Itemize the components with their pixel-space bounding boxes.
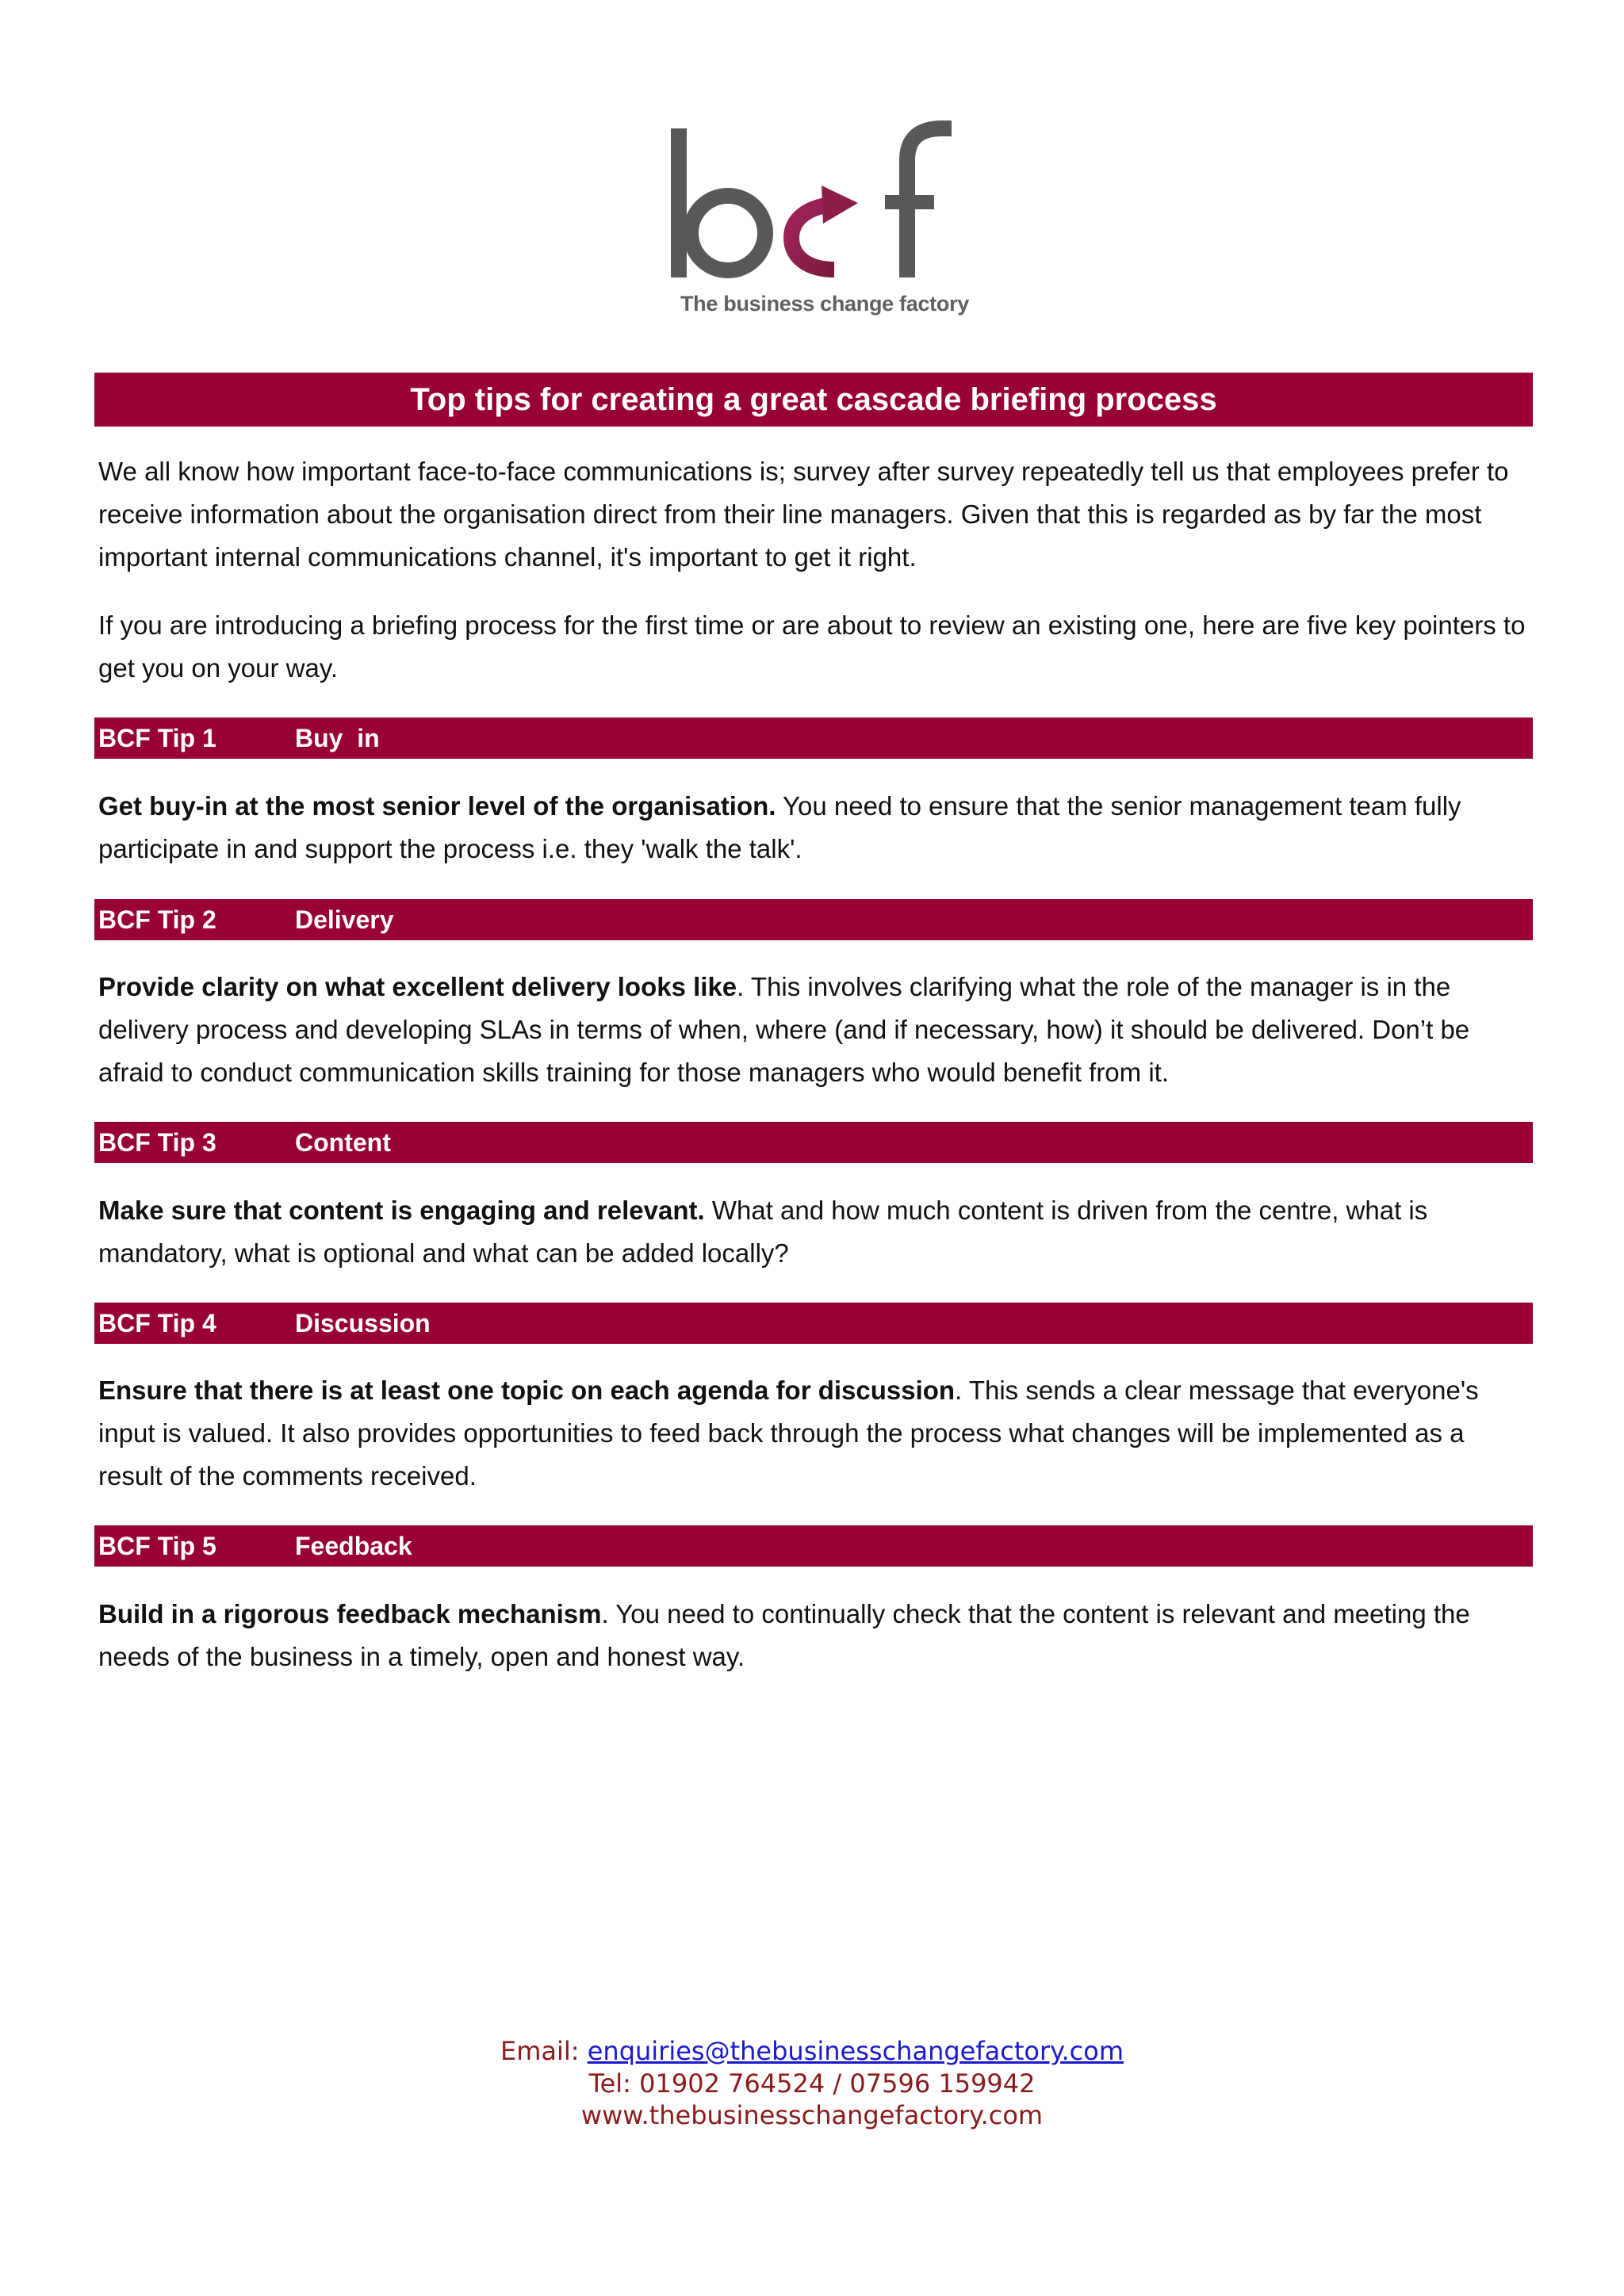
tip-3-lead: Make sure that content is engaging and relevant.: [98, 1196, 705, 1225]
tip-4-lead: Ensure that there is at least one topic on each agenda for discussion: [98, 1376, 956, 1405]
tip-3-label: BCF Tip 3: [98, 1128, 216, 1157]
tip-4-label: BCF Tip 4: [98, 1309, 216, 1337]
tip-1-label: BCF Tip 1: [98, 724, 216, 752]
tip-4-text: [98, 1369, 1534, 1498]
tip-1-lead: Get buy-in at the most senior level of the organisation.: [98, 791, 776, 821]
tip-5-name: Feedback: [295, 1532, 412, 1560]
tip-1-name: Buy in: [295, 724, 380, 752]
tip-3-name: Content: [295, 1128, 391, 1157]
tip-2-body: . This involves clarifying what the role of the manager is in the delivery process and developing SLAs in terms of when, where (and if necessary, how) it should be delivered. Don’t be afraid to conduct communication skills training for those managers who would benefit from it.: [98, 972, 1470, 1087]
tip-5-lead: Build in a rigorous feedback mechanism: [98, 1599, 602, 1628]
footer-email-line: [0, 2035, 1624, 2067]
tip-4-name: Discussion: [295, 1309, 431, 1337]
intro-paragraph-2: If you are introducing a briefing process for the first time or are about to review an existing one, here are five key pointers to get you on your way.: [98, 610, 1526, 683]
footer-email-label: Email:: [500, 2036, 588, 2066]
footer-website[interactable]: www.thebusinesschangefactory.com: [580, 2100, 1044, 2130]
tip-3-header: [94, 1122, 1533, 1163]
tip-2-label: BCF Tip 2: [98, 905, 216, 934]
tip-5-header: [94, 1525, 1533, 1567]
logo-tagline: The business change factory: [680, 292, 969, 316]
logo: [650, 119, 999, 325]
tip-1-header: [94, 718, 1533, 759]
tip-1-body: You need to ensure that the senior management team fully participate in and support the process i.e. they 'walk the talk'.: [98, 791, 1461, 863]
footer-tel: Tel: 01902 764524 / 07596 159942: [588, 2068, 1036, 2099]
tip-5-body: . You need to continually check that the content is relevant and meeting the needs of the business in a timely, open and honest way.: [98, 1599, 1470, 1671]
tip-1-text: [98, 785, 1534, 871]
page-title: Top tips for creating a great cascade briefing process: [94, 373, 1533, 427]
footer-email-link[interactable]: enquiries@thebusinesschangefactory.com: [587, 2036, 1124, 2066]
tip-5-text: [98, 1593, 1534, 1678]
tip-2-text: [98, 966, 1534, 1094]
tip-2-name: Delivery: [295, 905, 394, 934]
tip-4-body: . This sends a clear message that everyone's input is valued. It also provides opportunities to feed back through the process what changes will be implemented as a result of the comments received.: [98, 1376, 1479, 1490]
bcf-logo-mark: [650, 119, 999, 285]
tip-2-header: [94, 899, 1533, 940]
tip-5-label: BCF Tip 5: [98, 1532, 216, 1560]
tip-2-lead: Provide clarity on what excellent delivery looks like: [98, 972, 737, 1001]
intro-paragraph-1: We all know how important face-to-face communications is; survey after survey repeatedly tell us that employees prefer to receive information about the organisation direct from their line managers. Given that this is regarded as by far the most important internal communications channel, it's important to get it right.: [98, 457, 1509, 572]
tip-3-body: What and how much content is driven from the centre, what is mandatory, what is optional and what can be added locally?: [98, 1196, 1428, 1268]
tip-3-text: [98, 1189, 1534, 1275]
tip-4-header: [94, 1303, 1533, 1344]
